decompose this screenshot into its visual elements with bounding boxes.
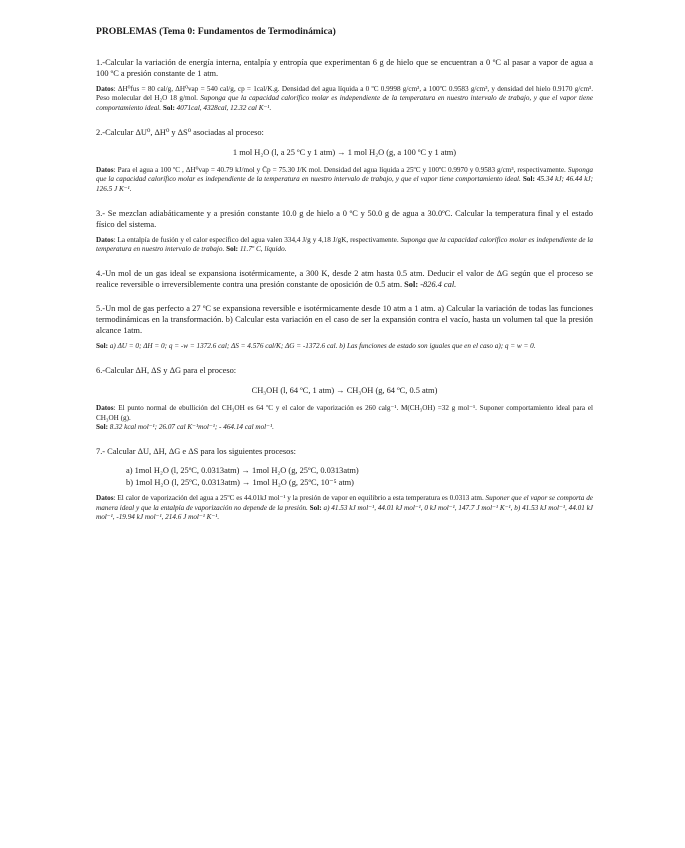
- datos-assumption: Suponga que la capacidad calorífico molar es independiente de la temperatura en nuestro intervalo de trabajo, y que el vapor tiene comportamiento ideal.: [96, 165, 594, 184]
- problem-4-text: 4.-Un mol de un gas ideal se expansiona isotérmicamente, a 300 K, desde 2 atm hasta 0.5 atm. Deducir el valor de ΔG según que el proceso se realice reversible o irreversiblemente contra una presión constante de oposición de 0.5 atm.: [96, 268, 593, 289]
- problem-4-statement: [96, 268, 593, 290]
- problem-6-equation: CH₃OH (l, 64 ºC, 1 atm) → CH₃OH (g, 64 ºC, 0.5 atm): [251, 385, 438, 395]
- problem-7: [96, 446, 593, 523]
- problem-7-equation-a: a) 1mol H₂O (l, 25ºC, 0.0313atm) → 1mol H₂O (g, 25ºC, 0.0313atm): [126, 465, 359, 475]
- problem-7-equation-b: b) 1mol H₂O (l, 25ºC, 0.0313atm) → 1mol H₂O (g, 25ºC, 10⁻⁵ atm): [126, 478, 354, 487]
- problem-7-data: [96, 494, 593, 523]
- problem-4: [96, 268, 593, 290]
- solution-text: a) 41.53 kJ mol⁻¹, 44.01 kJ mol⁻¹, 0 kJ mol⁻¹, 147.7 J mol⁻¹ K⁻¹, b) 41.53 kJ mol⁻¹, 44.01 kJ mol⁻¹, -19.94 kJ mol⁻¹, 214.6 J mol⁻¹ K⁻¹.: [96, 503, 594, 522]
- solution-label: Sol:: [520, 175, 535, 184]
- problem-6-data: [96, 404, 593, 433]
- solution-text: a) ΔU = 0; ΔH = 0; q = -w = 1372.6 cal; ΔS = 4.576 cal/K; ΔG = -1372.6 cal. b) Las funciones de estado son iguales que en el caso a); q = w = 0.: [107, 342, 536, 351]
- solution-text: 11.7º C, líquido.: [238, 245, 287, 254]
- problem-2: [96, 127, 593, 195]
- problem-7-equations: [126, 465, 593, 488]
- datos-assumption: Suponer que el vapor se comporta de manera ideal y que la entalpía de vaporización no depende de la presión.: [96, 494, 593, 512]
- problem-3: [96, 208, 593, 255]
- problem-5-statement: 5.-Un mol de gas perfecto a 27 ºC se expansiona reversible e isotérmicamente desde 10 atm a 1 atm. a) Calcular la variación de todas las funciones termodinámicas en la transformación. b) Calcular esta variación en el caso de ser la expansión contra el vacío, hasta un volumen tal que la presión alcance 1atm.: [96, 304, 593, 336]
- datos-label: Datos: [96, 235, 114, 244]
- solution-label: Sol:: [96, 423, 108, 432]
- datos-assumption: Suponga que la capacidad calorífico molar es independiente de la temperatura en nuestro intervalo de trabajo.: [96, 235, 593, 254]
- datos-text: : ΔH⁰fus = 80 cal/g, ΔH⁰vap = 540 cal/g, cp = 1cal/K.g. Densidad del agua líquida a 0 ºC 0.9998 g/cm³, a 100ºC 0.9583 g/cm³, y densidad del hielo 0.9170 g/cm³. Peso molecular del H₂O 18 g/mol.: [96, 84, 593, 103]
- datos-text: : La entalpía de fusión y el calor específico del agua valen 334,4 J/g y 4,18 J/gK, respectivamente.: [113, 235, 399, 244]
- solution-label: Sol:: [224, 245, 239, 254]
- problem-7-statement: 7.- Calcular ΔU, ΔH, ΔG e ΔS para los siguientes procesos:: [96, 446, 296, 456]
- problem-2-data: [96, 166, 593, 195]
- solution-label: Sol:: [96, 342, 108, 351]
- datos-assumption: Suponga que la capacidad calorífico molar es independiente de la temperatura en nuestro intervalo de trabajo, y que el vapor tiene comportamiento ideal.: [96, 94, 593, 112]
- problem-6: [96, 365, 593, 433]
- datos-label: Datos: [96, 404, 114, 413]
- problem-5-solution: [96, 342, 593, 352]
- problem-2-statement: 2.-Calcular ΔU⁰, ΔH⁰ y ΔS⁰ asociadas al proceso:: [96, 127, 264, 137]
- problem-3-statement: 3.- Se mezclan adiabáticamente y a presión constante 10.0 g de hielo a 0 ºC y 50.0 g de agua a 30.0ºC. Calcular la temperatura final y el estado físico del sistema.: [96, 208, 593, 229]
- problem-6-statement: 6.-Calcular ΔH, ΔS y ΔG para el proceso:: [96, 365, 237, 375]
- solution-label: Sol:: [307, 503, 322, 512]
- solution-text: 8.32 kcal mol⁻¹; 26.07 cal K⁻¹mol⁻¹; - 464.14 cal mol⁻¹.: [107, 423, 274, 432]
- solution-text: -826.4 cal.: [418, 279, 457, 289]
- datos-label: Datos: [96, 84, 114, 93]
- problem-3-data: [96, 236, 593, 255]
- solution-label: Sol:: [402, 279, 419, 289]
- solution-label: Sol:: [161, 104, 175, 112]
- solution-text: 4071cal, 4328cal, 12.32 cal K⁻¹.: [174, 104, 272, 112]
- datos-label: Datos: [96, 494, 114, 503]
- problem-1-statement: 1.-Calcular la variación de energía interna, entalpía y entropía que experimentan 6 g de hielo que se encuentran a 0 ºC al pasar a vapor de agua a 100 ºC a presión constante de 1 atm.: [96, 57, 593, 78]
- datos-text: : El calor de vaporización del agua a 25ºC es 44.01kJ mol⁻¹ y la presión de vapor en equilibrio a esta temperatura es 0.0313 atm.: [113, 494, 484, 503]
- solution-text: 45.34 kJ; 46.44 kJ; 126.5 J K⁻¹.: [96, 175, 593, 193]
- problem-2-equation: 1 mol H₂O (l, a 25 ºC y 1 atm) → 1 mol H₂O (g, a 100 ºC y 1 atm): [232, 147, 457, 157]
- problem-5: [96, 303, 593, 352]
- datos-text: : El punto normal de ebullición del CH₃OH es 64 ºC y el calor de vaporización es 260 calg⁻¹. M(CH₃OH) =32 g mol⁻¹. Suponer comportamiento ideal para el CH₃OH (g).: [96, 404, 593, 422]
- page-title: PROBLEMAS (Tema 0: Fundamentos de Termodinámica): [96, 26, 336, 37]
- datos-label: Datos: [96, 165, 114, 174]
- problem-1-data: [96, 85, 593, 114]
- problem-1: [96, 57, 593, 114]
- datos-text: : Para el agua a 100 ºC , ΔH⁰vap = 40.79 kJ/mol y C̄p = 75.30 J/K mol. Densidad del agua líquida a 25ºC y 100ºC 0.9970 y 0.9583 g/cm³, respectivamente.: [113, 165, 566, 174]
